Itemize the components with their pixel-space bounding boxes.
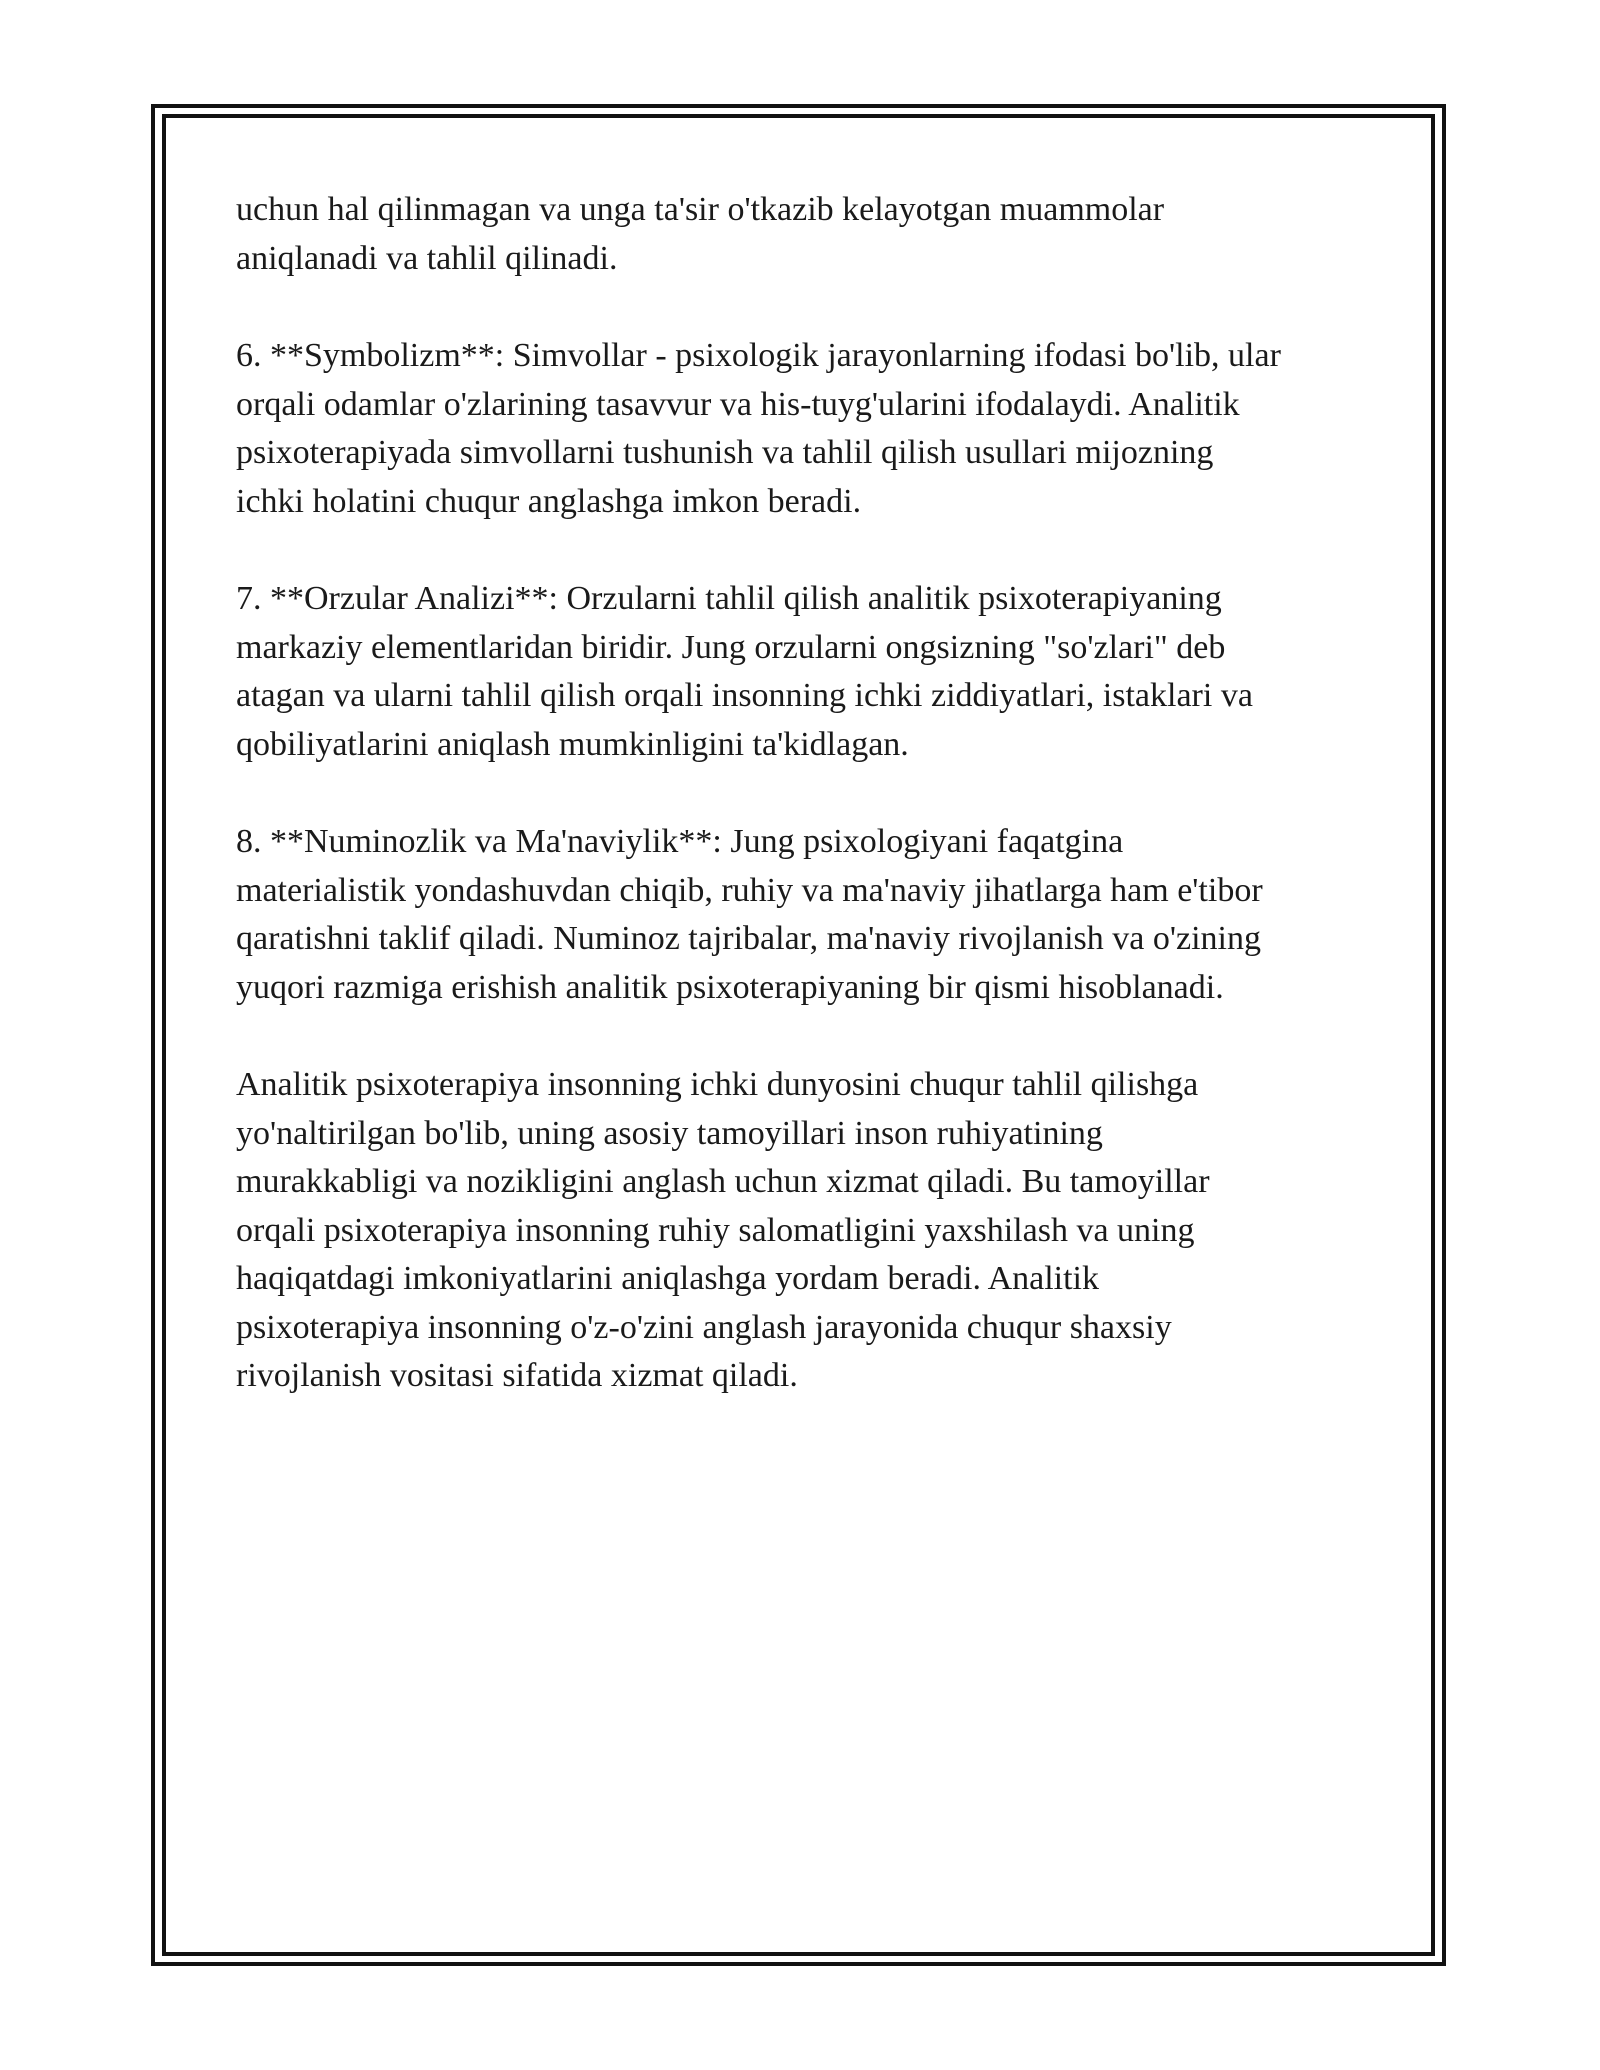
paragraph-continuation: uchun hal qilinmagan va unga ta'sir o'tkazib kelayotgan muammolar aniqlanadi va tahlil qilinadi. [236,191,1165,277]
paragraph-numinozlik: 8. **Numinozlik va Ma'naviylik**: Jung psixologiyani faqatgina materialistik yondashuvdan chiqib, ruhiy va ma'naviy jihatlarga ham e'tibor qaratishni taklif qiladi. Numinoz tajribalar, ma'naviy rivojlanish va o'zining yuqori razmiga erishish analitik psixoterapiyaning bir qismi hisoblanadi. [236,823,1263,1006]
paragraph-conclusion: Analitik psixoterapiya insonning ichki dunyosini chuqur tahlil qilishga yo'naltirilgan bo'lib, uning asosiy tamoyillari inson ruhiyatining murakkabligi va nozikligini anglash uchun xizmat qiladi. Bu tamoyillar orqali psixoterapiya insonning ruhiy salomatligini yaxshilash va uning haqiqatdagi imkoniyatlarini aniqlashga yordam beradi. Analitik psixoterapiya insonning o'z-o'zini anglash jarayonida chuqur shaxsiy rivojlanish vositasi sifatida xizmat qiladi. [236,1066,1210,1394]
paragraph-orzular-analizi: 7. **Orzular Analizi**: Orzularni tahlil qilish analitik psixoterapiyaning markaziy elementlaridan biridir. Jung orzularni ongsizning "so'zlari" deb atagan va ularni tahlil qilish orqali insonning ichki ziddiyatlari, istaklari va qobiliyatlarini aniqlash mumkinligini ta'kidlagan. [236,580,1253,763]
document-body [236,186,1376,1450]
paragraph-symbolizm: 6. **Symbolizm**: Simvollar - psixologik jarayonlarning ifodasi bo'lib, ular orqali odamlar o'zlarining tasavvur va his-tuyg'ularini ifodalaydi. Analitik psixoterapiyada simvollarni tushunish va tahlil qilish usullari mijozning ichki holatini chuqur anglashga imkon beradi. [236,337,1281,520]
